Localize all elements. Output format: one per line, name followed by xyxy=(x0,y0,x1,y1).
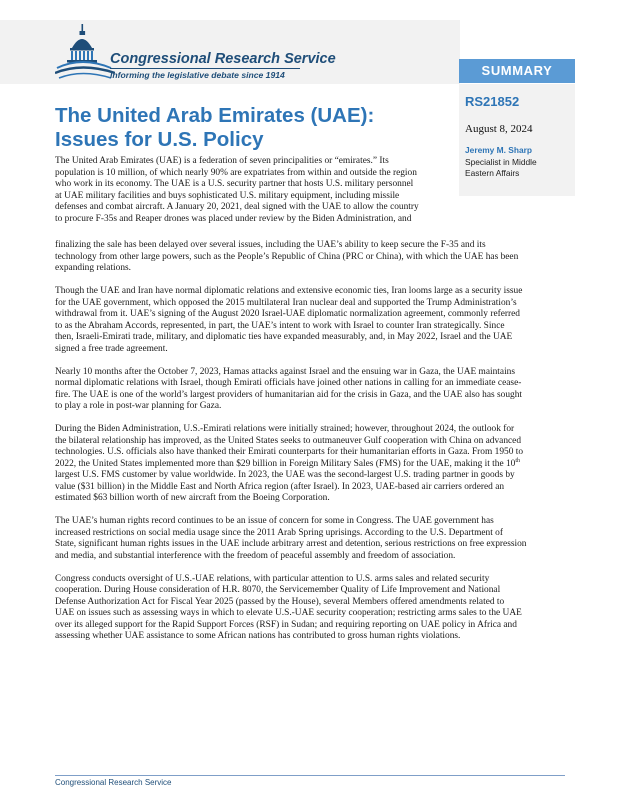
text-line: Nearly 10 months after the October 7, 2023, Hamas attacks against Israel and the ensuing war in Gaza, the UAE maintains xyxy=(55,366,516,377)
author-title xyxy=(465,157,571,179)
text-line: and media, and substantial interference with the freedom of peaceful assembly and freedom of association. xyxy=(55,550,456,561)
text-line: technology from other large powers, such as the People’s Republic of China (PRC or China), with which the UAE has been xyxy=(55,251,519,262)
text-line: who work in its economy. The UAE is a U.S. security partner that hosts U.S. military personnel xyxy=(55,179,414,189)
summary-label: SUMMARY xyxy=(459,59,575,83)
text-line: technologies. U.S. officials also have thanked their Emirati counterparts for their humanitarian efforts in Gaza. From 1950 to xyxy=(55,447,524,457)
paragraph xyxy=(55,574,570,643)
text-fragment: 2022, the United States implemented more than $29 billion in Foreign Military Sales (FMS) for the UAE, making it the 10 xyxy=(55,458,516,469)
title-line: The United Arab Emirates (UAE): xyxy=(55,104,375,127)
text-line: to as the Abraham Accords, represented, in part, the UAE’s intent to work with Israel to counter Iran strategically. Since xyxy=(55,320,505,331)
text-line: value ($31 billion) in the Middle East and North Africa region (after Israel). In 2023, UAE-based air carriers ordered an xyxy=(55,481,505,492)
paragraph xyxy=(55,286,570,355)
text-line: estimated $63 billion worth of new aircraft from the Boeing Corporation. xyxy=(55,493,330,503)
text-line: defenses and combat aircraft. A January 20, 2021, deal signed with the UAE to allow the country xyxy=(55,202,419,212)
text-line: to procure F-35s and Reaper drones was placed under review by the Biden Administration, and xyxy=(55,213,412,224)
text-line: largest U.S. FMS customer by value worldwide. In 2023, the UAE was the second-largest U.S. trading partner in goods by xyxy=(55,470,515,480)
report-number: RS21852 xyxy=(465,94,520,109)
footer-label: Congressional Research Service xyxy=(55,778,172,787)
text-line: expanding relations. xyxy=(55,263,132,273)
brand-tagline: Informing the legislative debate since 1914 xyxy=(110,70,285,80)
intro-paragraph xyxy=(55,156,455,225)
footer-divider xyxy=(55,775,565,776)
report-date: August 8, 2024 xyxy=(465,123,533,135)
text-line: signed a free trade agreement. xyxy=(55,343,168,354)
text-line: Congress conducts oversight of U.S.-UAE relations, with particular attention to U.S. arms sales and related security xyxy=(55,573,490,584)
text-line xyxy=(55,459,570,471)
summary-body xyxy=(55,240,570,654)
text-line: Defense Authorization Act for Fiscal Year 2025 (passed by the House), several Members offered amendments related to xyxy=(55,596,505,607)
text-line: population is 10 million, of which nearly 90% are expatriates from within and outside the region xyxy=(55,167,417,178)
paragraph xyxy=(55,424,570,505)
paragraph xyxy=(55,516,570,562)
author-title-line: Eastern Affairs xyxy=(465,168,520,178)
text-line: fire. The UAE is one of the world’s largest providers of humanitarian aid for the crisis in Gaza, and the UAE also has sought xyxy=(55,389,522,400)
text-line: finalizing the sale has been delayed over several issues, including the UAE’s ability to keep secure the F-35 and its xyxy=(55,240,486,250)
paragraph xyxy=(55,240,570,275)
text-line: The United Arab Emirates (UAE) is a federation of seven principalities or “emirates.” Its xyxy=(55,156,389,166)
author-title-line: Specialist in Middle xyxy=(465,157,537,167)
text-line: over its alleged support for the Rapid Support Forces (RSF) in Sudan; and requiring reporting on UAE policy in Africa and xyxy=(55,619,517,630)
ordinal-superscript: th xyxy=(515,457,521,464)
text-line: then, Israeli-Emirati trade, military, and diplomatic ties have expanded measurably, and, in May 2022, Israel and the UAE xyxy=(55,332,513,342)
text-line: increased restrictions on social media usage since the 2011 Arab Spring uprisings. According to the U.S. Department of xyxy=(55,527,503,538)
page-title xyxy=(55,104,415,152)
text-line: Though the UAE and Iran have normal diplomatic relations and extensive economic ties, Iran looms large as a security issue xyxy=(55,286,523,296)
text-line: assessing whether UAE assistance to some African nations has contributed to gross human rights violations. xyxy=(55,631,461,641)
capitol-dome-logo xyxy=(55,22,115,80)
text-line: UAE on issues such as assessing ways in which to elevate U.S.-UAE security cooperation; restricting arms sales to the UAE xyxy=(55,608,522,618)
title-line: Issues for U.S. Policy xyxy=(55,128,264,151)
text-line: withdrawal from it. UAE’s signing of the August 2020 Israel-UAE diplomatic normalization agreement, commonly referred xyxy=(55,309,520,319)
text-line: cooperation. During House consideration of H.R. 8070, the Servicemember Quality of Life Improvement and National xyxy=(55,585,501,595)
text-line: State, significant human rights issues in the UAE include arbitrary arrest and detention, serious restrictions on free expression xyxy=(55,539,527,549)
brand-name: Congressional Research Service xyxy=(110,51,336,67)
text-line: for the UAE government, which opposed the 2015 multilateral Iran nuclear deal and supported the Trump Administration’s xyxy=(55,297,517,308)
paragraph xyxy=(55,367,570,413)
text-line: at UAE military facilities and buys sophisticated U.S. military equipment, including missile xyxy=(55,190,400,201)
brand-divider xyxy=(110,68,300,69)
text-line: the bilateral relationship has improved, as the United States seeks to outmaneuver Gulf cooperation with China on advanced xyxy=(55,435,522,446)
text-line: The UAE’s human rights record continues to be an issue of concern for some in Congress. The UAE government has xyxy=(55,516,494,526)
author-name: Jeremy M. Sharp xyxy=(465,145,533,155)
text-line: During the Biden Administration, U.S.-Emirati relations were initially strained; however, throughout 2024, the outlook for xyxy=(55,424,515,434)
text-line: to play a role in post-war planning for Gaza. xyxy=(55,401,222,411)
text-line: normal diplomatic relations with Israel, though Emirati officials have joined other nations in calling for an immediate cease- xyxy=(55,378,522,388)
